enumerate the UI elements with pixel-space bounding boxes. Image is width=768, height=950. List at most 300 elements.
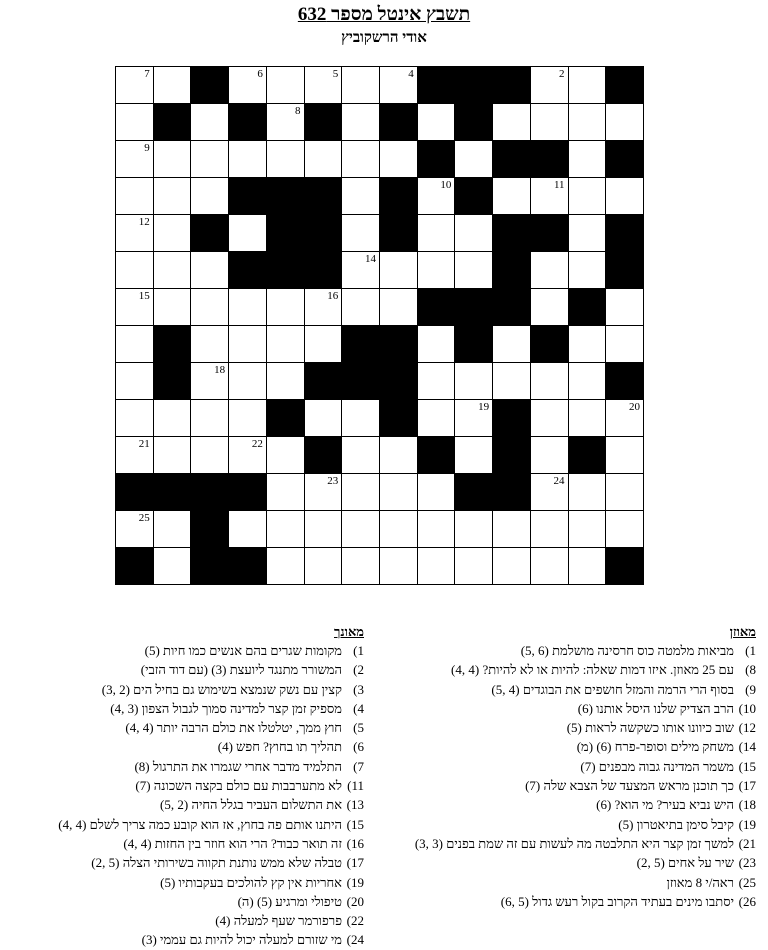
clue-number: 17) <box>346 855 364 871</box>
grid-cell[interactable] <box>190 103 229 141</box>
black-cell <box>190 66 229 104</box>
black-cell <box>492 473 531 511</box>
down-heading: מאונך <box>334 624 364 639</box>
grid-cell[interactable] <box>153 399 192 437</box>
grid-cell[interactable] <box>568 66 607 104</box>
down-clue <box>2 853 364 872</box>
across-heading: מאוזן <box>729 624 756 639</box>
clue-number: 10) <box>738 700 756 716</box>
grid-cell[interactable] <box>266 473 305 511</box>
clue-text: ראה/י 8 מאוזן <box>666 874 734 890</box>
grid-cell[interactable] <box>417 325 456 363</box>
clue-text: קצין עם נשק שנמצא בשימוש גם בחיל הים (2 ,3) <box>101 681 342 697</box>
black-cell <box>568 436 607 474</box>
grid-cell[interactable] <box>454 547 493 585</box>
black-cell <box>454 66 493 104</box>
black-cell <box>190 214 229 252</box>
black-cell <box>454 103 493 141</box>
clue-text: תהליך תו בחוץ? חפש (4) <box>217 739 342 755</box>
grid-cell[interactable] <box>492 510 531 548</box>
clue-number: 5) <box>353 720 364 736</box>
grid-cell[interactable] <box>266 510 305 548</box>
black-cell <box>304 362 343 400</box>
grid-cell[interactable] <box>492 325 531 363</box>
across-clue <box>384 795 756 814</box>
grid-cell[interactable] <box>530 510 569 548</box>
grid-cell[interactable] <box>228 66 267 104</box>
across-clue <box>384 776 756 795</box>
down-clue <box>2 930 364 949</box>
down-clue <box>2 892 364 911</box>
clue-number: 10 <box>440 179 452 191</box>
grid-cell[interactable] <box>530 288 569 326</box>
grid-cell[interactable] <box>568 140 607 178</box>
grid-cell[interactable] <box>304 399 343 437</box>
clue-number: 11 <box>553 179 565 191</box>
grid-cell[interactable] <box>304 140 343 178</box>
grid-cell[interactable] <box>530 177 569 215</box>
clue-number: 7) <box>353 758 364 774</box>
black-cell <box>190 547 229 585</box>
clue-number: 6 <box>257 68 263 80</box>
clue-number: 24 <box>553 475 565 487</box>
puzzle-title: תשבץ אינטל מספר 632 <box>297 4 471 25</box>
clue-text: בסוף הרי הרמה והמזל חושפים את הבוגדים (4 ,5) <box>491 681 734 697</box>
grid-cell[interactable] <box>153 66 192 104</box>
grid-cell[interactable] <box>115 510 154 548</box>
grid-cell[interactable] <box>605 325 644 363</box>
black-cell <box>379 325 418 363</box>
grid-cell[interactable] <box>530 399 569 437</box>
grid-cell[interactable] <box>379 436 418 474</box>
grid-cell[interactable] <box>153 251 192 289</box>
grid-cell[interactable] <box>454 251 493 289</box>
black-cell <box>605 214 644 252</box>
grid-cell[interactable] <box>266 436 305 474</box>
black-cell <box>605 66 644 104</box>
clue-text: טבלה שלא ממש נותנת תקווה בשירותי הצלה (5 ,2) <box>91 855 342 871</box>
black-cell <box>605 251 644 289</box>
clue-number: 9 <box>144 142 150 154</box>
clue-number: 24) <box>346 932 364 948</box>
black-cell <box>266 214 305 252</box>
grid-cell[interactable] <box>568 214 607 252</box>
grid-cell[interactable] <box>341 103 380 141</box>
black-cell <box>605 547 644 585</box>
clue-text: למשך זמן קצר היא התלבטה מה לעשות עם זה שמת בפנים (3 ,3) <box>414 835 734 851</box>
clue-number: 4 <box>408 68 414 80</box>
clue-number: 15) <box>738 758 756 774</box>
black-cell <box>266 177 305 215</box>
grid-cell[interactable] <box>605 103 644 141</box>
clue-number: 9) <box>745 681 756 697</box>
clue-number: 8 <box>295 105 301 117</box>
grid-cell[interactable] <box>304 510 343 548</box>
grid-cell[interactable] <box>190 288 229 326</box>
clue-number: 19 <box>478 401 490 413</box>
down-clue <box>2 680 364 699</box>
grid-cell[interactable] <box>115 251 154 289</box>
grid-cell[interactable] <box>379 510 418 548</box>
down-clue <box>2 660 364 679</box>
black-cell <box>304 214 343 252</box>
grid-cell[interactable] <box>605 399 644 437</box>
grid-cell[interactable] <box>379 473 418 511</box>
clue-number: 1) <box>745 643 756 658</box>
grid-cell[interactable] <box>190 362 229 400</box>
clue-text: מביאות מלמטה כוס חרסינה מושלמת (6 ,5) <box>520 643 734 658</box>
clue-text: מקומות שגרים בהם אנשים כמו חיות (5) <box>144 643 342 658</box>
down-clue <box>2 873 364 892</box>
grid-cell[interactable] <box>190 325 229 363</box>
black-cell <box>530 214 569 252</box>
grid-cell[interactable] <box>304 473 343 511</box>
grid-cell[interactable] <box>266 362 305 400</box>
grid-cell[interactable] <box>530 251 569 289</box>
black-cell <box>417 288 456 326</box>
grid-cell[interactable] <box>266 288 305 326</box>
clue-text: הרב הצדיק שלנו היסל אותנו (6) <box>577 700 734 716</box>
clue-number: 6) <box>353 739 364 755</box>
grid-cell[interactable] <box>417 251 456 289</box>
grid-cell[interactable] <box>568 510 607 548</box>
clue-number: 25) <box>738 874 756 890</box>
clue-text: את התשלום העביר בגלל החיה (2 ,5) <box>160 797 342 813</box>
grid-cell[interactable] <box>153 547 192 585</box>
grid-cell[interactable] <box>304 325 343 363</box>
black-cell <box>417 436 456 474</box>
grid-cell[interactable] <box>417 399 456 437</box>
grid-cell[interactable] <box>568 325 607 363</box>
down-clue <box>2 718 364 737</box>
grid-cell[interactable] <box>605 436 644 474</box>
black-cell <box>190 510 229 548</box>
puzzle-author: אודי הרשקוביץ <box>341 30 427 46</box>
grid-cell[interactable] <box>153 214 192 252</box>
grid-cell[interactable] <box>417 177 456 215</box>
black-cell <box>153 103 192 141</box>
clue-number: 22) <box>346 913 364 929</box>
grid-cell[interactable] <box>266 140 305 178</box>
down-clue <box>2 795 364 814</box>
clue-number: 12 <box>138 216 150 228</box>
clue-text: משמר המדינה גבוה מבפנים (7) <box>580 758 734 774</box>
grid-cell[interactable] <box>454 140 493 178</box>
clue-number: 22 <box>251 438 263 450</box>
clue-text: התלמיד מדבר אחרי שגמרו את התרגול (8) <box>134 758 342 774</box>
black-cell <box>341 362 380 400</box>
black-cell <box>454 325 493 363</box>
black-cell <box>492 399 531 437</box>
black-cell <box>190 473 229 511</box>
clue-text: מספיק זמן קצר למדינה סמוך לגבול הצפון (3 ,4) <box>110 700 342 716</box>
grid-cell[interactable] <box>605 288 644 326</box>
black-cell <box>605 362 644 400</box>
grid-cell[interactable] <box>228 288 267 326</box>
grid-cell[interactable] <box>454 436 493 474</box>
grid-cell[interactable] <box>190 140 229 178</box>
grid-cell[interactable] <box>568 547 607 585</box>
grid-cell[interactable] <box>379 66 418 104</box>
grid-cell[interactable] <box>379 251 418 289</box>
down-clue-list <box>2 641 364 950</box>
across-clue <box>384 757 756 776</box>
black-cell <box>379 177 418 215</box>
grid-cell[interactable] <box>266 66 305 104</box>
grid-cell[interactable] <box>266 325 305 363</box>
black-cell <box>379 103 418 141</box>
grid-cell[interactable] <box>341 399 380 437</box>
grid-cell[interactable] <box>605 177 644 215</box>
grid-cell[interactable] <box>341 288 380 326</box>
grid-cell[interactable] <box>341 436 380 474</box>
down-clue <box>2 737 364 756</box>
clue-number: 3) <box>353 681 364 697</box>
black-cell <box>115 547 154 585</box>
grid-cell[interactable] <box>379 547 418 585</box>
black-cell <box>605 140 644 178</box>
grid-cell[interactable] <box>530 547 569 585</box>
grid-cell[interactable] <box>115 177 154 215</box>
grid-cell[interactable] <box>228 325 267 363</box>
across-clue <box>384 815 756 834</box>
across-clue <box>384 873 756 892</box>
black-cell <box>228 473 267 511</box>
across-clue <box>384 892 756 911</box>
clue-number: 23 <box>327 475 339 487</box>
grid-cell[interactable] <box>153 140 192 178</box>
black-cell <box>454 473 493 511</box>
clue-text: שוב כיוונו אותו כשקשה לראות (5) <box>566 720 734 736</box>
grid-cell[interactable] <box>190 251 229 289</box>
black-cell <box>304 251 343 289</box>
black-cell <box>228 251 267 289</box>
clue-text: היש נביא בעיר? מי הוא? (6) <box>596 797 734 813</box>
black-cell <box>379 362 418 400</box>
clue-number: 21 <box>138 438 150 450</box>
black-cell <box>153 362 192 400</box>
clue-number: 25 <box>138 512 150 524</box>
grid-cell[interactable] <box>153 177 192 215</box>
grid-cell[interactable] <box>492 362 531 400</box>
grid-cell[interactable] <box>115 103 154 141</box>
clue-text: טיפולי ומרגיע (5) (ה) <box>237 893 342 909</box>
across-clue <box>384 718 756 737</box>
grid-cell[interactable] <box>115 436 154 474</box>
clue-number: 26) <box>738 893 756 909</box>
grid-cell[interactable] <box>228 214 267 252</box>
grid-cell[interactable] <box>304 288 343 326</box>
clue-text: מי שזורם למעלה יכול להיות גם עממי (3) <box>141 932 342 948</box>
clue-number: 5 <box>332 68 339 80</box>
black-cell <box>228 103 267 141</box>
grid-cell[interactable] <box>568 103 607 141</box>
grid-cell[interactable] <box>568 399 607 437</box>
black-cell <box>492 288 531 326</box>
across-clue <box>384 641 756 660</box>
grid-cell[interactable] <box>115 399 154 437</box>
clue-text: לא מתערבבות עם כולם בקצה השכונה (7) <box>135 778 342 794</box>
clue-number: 12) <box>738 720 756 736</box>
grid-cell[interactable] <box>530 473 569 511</box>
clue-number: 21) <box>738 835 756 851</box>
clue-number: 7 <box>144 68 150 80</box>
grid-cell[interactable] <box>454 362 493 400</box>
black-cell <box>153 473 192 511</box>
black-cell <box>492 251 531 289</box>
black-cell <box>228 177 267 215</box>
grid-cell[interactable] <box>341 251 380 289</box>
grid-cell[interactable] <box>266 547 305 585</box>
grid-cell[interactable] <box>417 103 456 141</box>
across-clue <box>384 834 756 853</box>
black-cell <box>341 325 380 363</box>
grid-cell[interactable] <box>605 510 644 548</box>
clue-number: 2 <box>559 68 565 80</box>
clue-text: חוץ ממך, יטלטלו את כולם הרבה יותר (4 ,4) <box>125 720 342 736</box>
grid-cell[interactable] <box>153 288 192 326</box>
clue-number: 19) <box>346 874 364 890</box>
grid-cell[interactable] <box>492 177 531 215</box>
clue-number: 1) <box>353 643 364 658</box>
black-cell <box>492 66 531 104</box>
grid-cell[interactable] <box>115 66 154 104</box>
grid-cell[interactable] <box>341 510 380 548</box>
grid-cell[interactable] <box>417 214 456 252</box>
black-cell <box>417 140 456 178</box>
grid-cell[interactable] <box>530 66 569 104</box>
clue-number: 17) <box>738 778 756 794</box>
clue-number: 20) <box>346 893 364 909</box>
grid-cell[interactable] <box>417 510 456 548</box>
grid-cell[interactable] <box>304 66 343 104</box>
clue-number: 20 <box>628 401 640 413</box>
grid-cell[interactable] <box>417 547 456 585</box>
black-cell <box>454 288 493 326</box>
grid-cell[interactable] <box>341 140 380 178</box>
clue-number: 16 <box>327 290 339 302</box>
clue-number: 18 <box>214 364 226 376</box>
grid-cell[interactable] <box>228 436 267 474</box>
down-clue <box>2 699 364 718</box>
grid-cell[interactable] <box>190 177 229 215</box>
across-clue <box>384 737 756 756</box>
grid-cell[interactable] <box>341 547 380 585</box>
down-clue <box>2 911 364 930</box>
grid-cell[interactable] <box>530 436 569 474</box>
black-cell <box>417 66 456 104</box>
black-cell <box>530 325 569 363</box>
grid-cell[interactable] <box>341 66 380 104</box>
grid-cell[interactable] <box>228 399 267 437</box>
across-clue <box>384 660 756 679</box>
grid-cell[interactable] <box>341 177 380 215</box>
clue-text: משחק מילים וסופר-פרח (6) (מ) <box>576 739 734 755</box>
black-cell <box>379 399 418 437</box>
clue-text: אחריות אין קץ להולכים בעקבותיו (5) <box>160 874 342 890</box>
grid-cell[interactable] <box>115 288 154 326</box>
clue-number: 16) <box>346 835 364 851</box>
clue-number: 14) <box>738 739 756 755</box>
grid-cell[interactable] <box>417 473 456 511</box>
clue-number: 18) <box>738 797 756 813</box>
black-cell <box>304 103 343 141</box>
across-clue <box>384 853 756 872</box>
grid-cell[interactable] <box>568 362 607 400</box>
grid-cell[interactable] <box>190 436 229 474</box>
grid-cell[interactable] <box>454 510 493 548</box>
black-cell <box>304 177 343 215</box>
clue-number: 14 <box>364 253 376 265</box>
clue-text: שיר על אחים (5 ,2) <box>636 855 734 871</box>
grid-cell[interactable] <box>379 288 418 326</box>
grid-cell[interactable] <box>454 214 493 252</box>
clue-number: 4) <box>353 700 364 716</box>
grid-cell[interactable] <box>228 510 267 548</box>
black-cell <box>492 436 531 474</box>
clue-text: המשורר מתנגד ליועצת (3) (עם דוד הזבי) <box>140 662 342 678</box>
grid-cell[interactable] <box>115 214 154 252</box>
clue-text: פרפורמר שעף למעלה (4) <box>215 913 342 929</box>
crossword-grid <box>115 66 643 584</box>
black-cell <box>228 547 267 585</box>
clue-number: 15) <box>346 816 364 832</box>
grid-cell[interactable] <box>530 103 569 141</box>
grid-cell[interactable] <box>492 103 531 141</box>
clue-number: 13) <box>346 797 364 813</box>
grid-cell[interactable] <box>153 510 192 548</box>
grid-cell[interactable] <box>266 103 305 141</box>
grid-cell[interactable] <box>454 399 493 437</box>
grid-cell[interactable] <box>115 362 154 400</box>
clue-number: 19) <box>738 816 756 832</box>
clue-text: עם 25 מאוזן. איזו דמות שאלה: להיות או לא להיות? (4 ,4) <box>451 662 734 678</box>
grid-cell[interactable] <box>190 399 229 437</box>
grid-cell[interactable] <box>341 473 380 511</box>
grid-cell[interactable] <box>530 362 569 400</box>
grid-cell[interactable] <box>379 140 418 178</box>
black-cell <box>153 325 192 363</box>
grid-cell[interactable] <box>568 251 607 289</box>
clue-text: כך תוכנן מראש המצעד של הצבא שלה (7) <box>525 778 734 794</box>
grid-cell[interactable] <box>228 140 267 178</box>
grid-cell[interactable] <box>417 362 456 400</box>
grid-cell[interactable] <box>492 547 531 585</box>
grid-cell[interactable] <box>115 140 154 178</box>
grid-cell[interactable] <box>568 473 607 511</box>
clue-number: 11) <box>347 778 364 794</box>
grid-cell[interactable] <box>341 214 380 252</box>
clue-text: קיבל סימן בתיאטרון (5) <box>618 816 734 832</box>
grid-cell[interactable] <box>568 177 607 215</box>
black-cell <box>266 251 305 289</box>
clue-number: 2) <box>353 662 364 678</box>
grid-cell[interactable] <box>153 436 192 474</box>
clue-text: יסתבו מינים בעתיד הקרוב בקול רעש גדול (5 ,6) <box>500 893 734 909</box>
grid-cell[interactable] <box>605 473 644 511</box>
black-cell <box>492 140 531 178</box>
grid-cell[interactable] <box>115 325 154 363</box>
grid-cell[interactable] <box>228 362 267 400</box>
black-cell <box>379 214 418 252</box>
across-clue <box>384 699 756 718</box>
clue-number: 8) <box>745 662 756 678</box>
black-cell <box>304 436 343 474</box>
down-clue <box>2 641 364 660</box>
across-clue <box>384 680 756 699</box>
clue-number: 15 <box>138 290 150 302</box>
grid-cell[interactable] <box>304 547 343 585</box>
